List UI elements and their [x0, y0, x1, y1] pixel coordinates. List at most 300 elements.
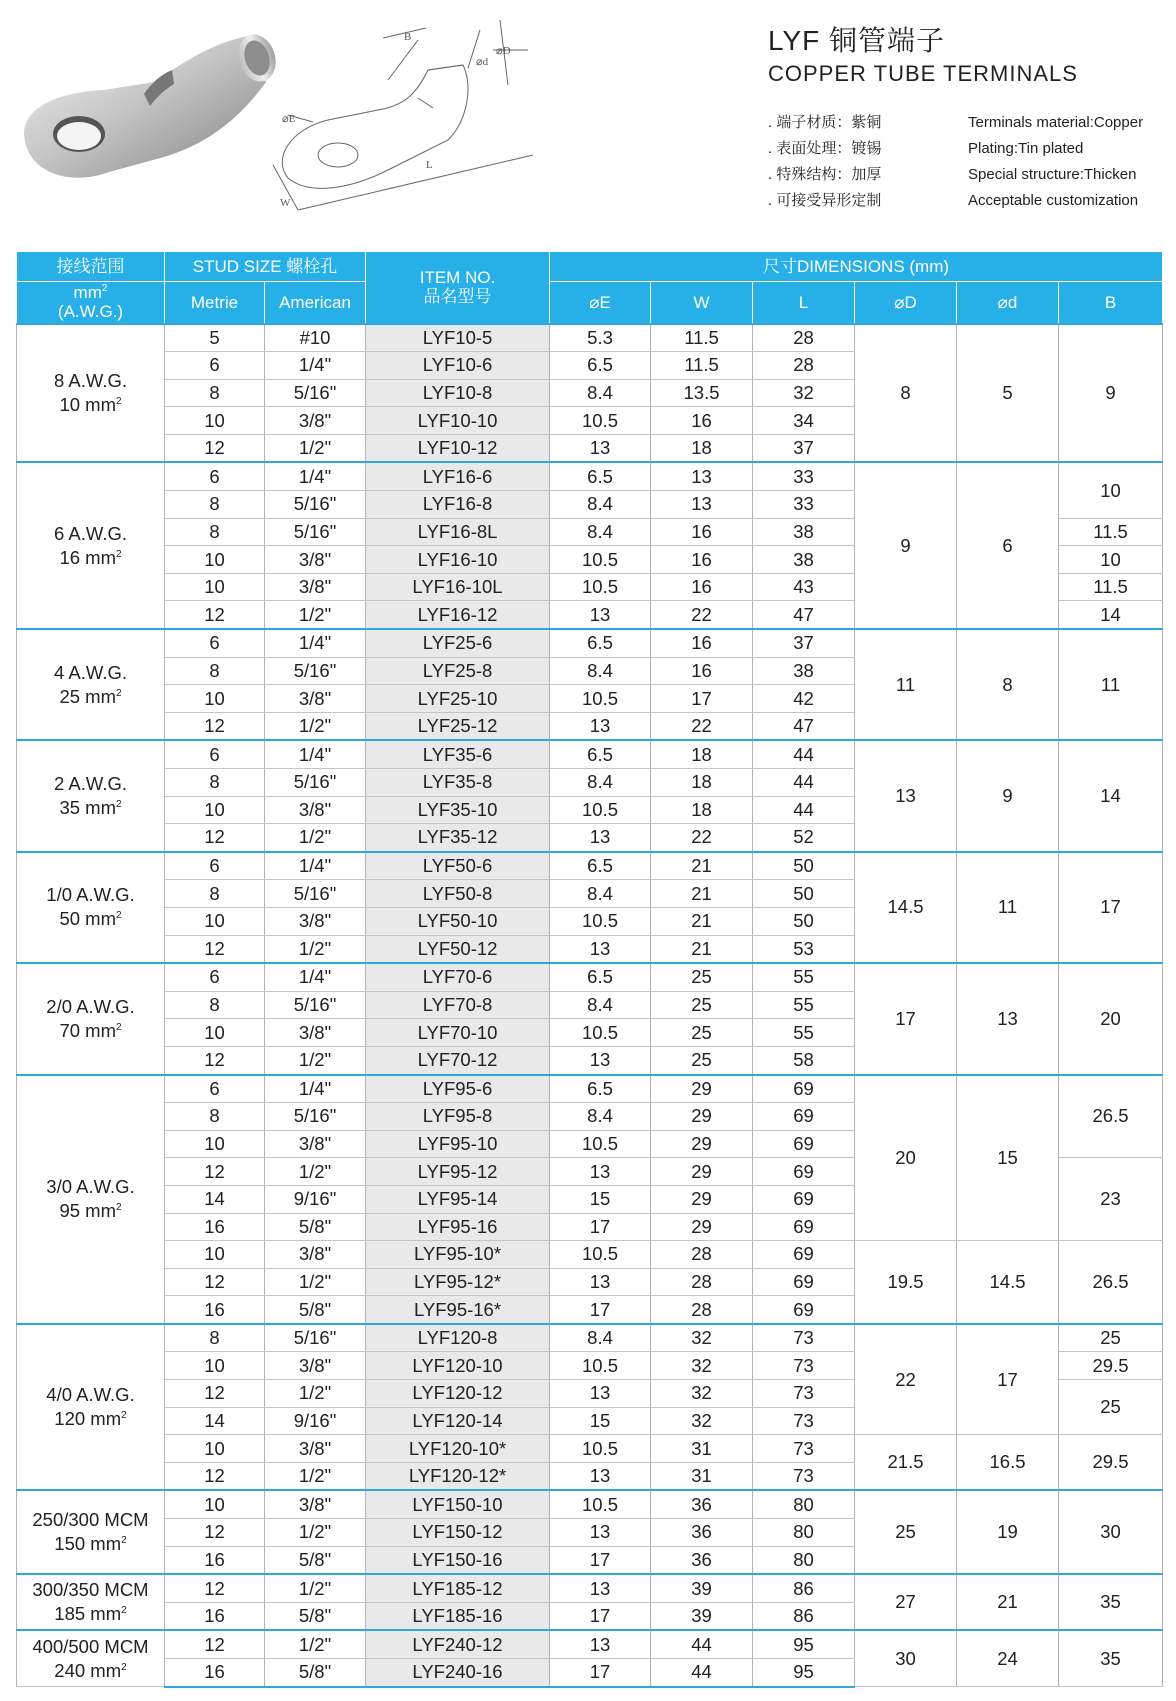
e-cell: 8.4 [550, 991, 651, 1019]
metric-cell: 6 [165, 740, 265, 768]
w-cell: 39 [651, 1602, 753, 1630]
e-cell: 10.5 [550, 1435, 651, 1463]
e-cell: 10.5 [550, 573, 651, 601]
B-cell: 11.5 [1059, 573, 1163, 601]
header-W: W [651, 282, 753, 324]
l-cell: 73 [753, 1352, 855, 1380]
american-cell: 1/2" [265, 712, 366, 740]
metric-cell: 16 [165, 1213, 265, 1241]
l-cell: 44 [753, 796, 855, 824]
metric-cell: 10 [165, 1130, 265, 1158]
item-cell: LYF50-6 [366, 852, 550, 880]
B-cell: 11 [1059, 629, 1163, 740]
D-cell: 17 [855, 963, 957, 1074]
l-cell: 47 [753, 712, 855, 740]
w-cell: 39 [651, 1574, 753, 1602]
l-cell: 55 [753, 963, 855, 991]
range-mm-sup: 2 [115, 395, 122, 407]
l-cell: 55 [753, 991, 855, 1019]
w-cell: 29 [651, 1213, 753, 1241]
range-cell [17, 1075, 165, 1324]
item-cell: LYF10-12 [366, 434, 550, 462]
D-cell: 22 [855, 1324, 957, 1435]
metric-cell: 10 [165, 907, 265, 935]
l-cell: 69 [753, 1296, 855, 1324]
item-cell: LYF185-12 [366, 1574, 550, 1602]
metric-cell: 10 [165, 796, 265, 824]
range-mm [17, 907, 164, 931]
B-cell: 25 [1059, 1380, 1163, 1435]
l-cell: 73 [753, 1435, 855, 1463]
table-row [17, 629, 1163, 657]
metric-cell: 10 [165, 573, 265, 601]
l-cell: 80 [753, 1519, 855, 1547]
l-cell: 50 [753, 852, 855, 880]
e-cell: 10.5 [550, 407, 651, 435]
range-awg: 8 A.W.G. [54, 369, 127, 391]
range-cell [17, 462, 165, 629]
metric-cell: 6 [165, 462, 265, 490]
D-cell: 19.5 [855, 1241, 957, 1324]
l-cell: 69 [753, 1075, 855, 1103]
header-metric: Metrie [165, 282, 265, 324]
e-cell: 13 [550, 935, 651, 963]
l-cell: 80 [753, 1546, 855, 1574]
range-awg: 250/300 MCM [32, 1509, 149, 1531]
american-cell: 5/16" [265, 491, 366, 519]
range-awg: 3/0 A.W.G. [46, 1176, 135, 1198]
american-cell: 9/16" [265, 1407, 366, 1435]
item-cell: LYF35-8 [366, 769, 550, 797]
item-cell: LYF95-16 [366, 1213, 550, 1241]
l-cell: 38 [753, 518, 855, 546]
w-cell: 28 [651, 1296, 753, 1324]
w-cell: 16 [651, 629, 753, 657]
l-cell: 69 [753, 1158, 855, 1186]
item-cell: LYF95-10* [366, 1241, 550, 1269]
american-cell: 1/2" [265, 1630, 366, 1658]
l-cell: 32 [753, 379, 855, 407]
B-cell: 23 [1059, 1158, 1163, 1241]
range-cell [17, 1324, 165, 1491]
header-B: B [1059, 282, 1163, 324]
item-cell: LYF25-8 [366, 657, 550, 685]
spec-row [768, 136, 1168, 162]
metric-cell: 12 [165, 1630, 265, 1658]
item-cell: LYF240-16 [366, 1659, 550, 1687]
american-cell: #10 [265, 324, 366, 352]
range-mm [17, 685, 164, 709]
range-awg: 4/0 A.W.G. [46, 1384, 135, 1406]
item-cell: LYF70-8 [366, 991, 550, 1019]
item-cell: LYF120-14 [366, 1407, 550, 1435]
title-block [768, 24, 1168, 214]
metric-cell: 10 [165, 1352, 265, 1380]
metric-cell: 12 [165, 824, 265, 852]
header-d: ⌀d [957, 282, 1059, 324]
item-cell: LYF16-10L [366, 573, 550, 601]
item-cell: LYF150-12 [366, 1519, 550, 1547]
range-cell [17, 852, 165, 963]
spec-cn: . 特殊结构：加厚 [768, 166, 882, 183]
table-row [17, 1324, 1163, 1352]
american-cell: 1/2" [265, 1380, 366, 1408]
item-cell: LYF16-8 [366, 491, 550, 519]
american-cell: 5/16" [265, 769, 366, 797]
metric-cell: 8 [165, 518, 265, 546]
metric-cell: 8 [165, 880, 265, 908]
D-cell: 27 [855, 1574, 957, 1630]
american-cell: 5/8" [265, 1546, 366, 1574]
e-cell: 8.4 [550, 491, 651, 519]
drawing-label-E: ⌀E [282, 113, 296, 125]
item-cell: LYF25-6 [366, 629, 550, 657]
american-cell: 1/2" [265, 601, 366, 629]
american-cell: 1/2" [265, 1268, 366, 1296]
american-cell: 3/8" [265, 546, 366, 574]
american-cell: 1/2" [265, 824, 366, 852]
l-cell: 28 [753, 352, 855, 380]
e-cell: 8.4 [550, 657, 651, 685]
metric-cell: 12 [165, 434, 265, 462]
header-range-unit-sup: 2 [101, 283, 108, 295]
american-cell: 5/16" [265, 991, 366, 1019]
e-cell: 6.5 [550, 352, 651, 380]
metric-cell: 5 [165, 324, 265, 352]
item-cell: LYF10-5 [366, 324, 550, 352]
d-cell: 5 [957, 324, 1059, 463]
w-cell: 16 [651, 657, 753, 685]
w-cell: 29 [651, 1185, 753, 1213]
item-cell: LYF120-10* [366, 1435, 550, 1463]
range-mm-value: 25 mm [59, 685, 116, 707]
table-row [17, 1075, 1163, 1103]
D-cell: 8 [855, 324, 957, 463]
d-cell: 11 [957, 852, 1059, 963]
e-cell: 13 [550, 1574, 651, 1602]
d-cell: 24 [957, 1630, 1059, 1686]
item-cell: LYF185-16 [366, 1602, 550, 1630]
metric-cell: 8 [165, 769, 265, 797]
l-cell: 73 [753, 1462, 855, 1490]
B-cell: 11.5 [1059, 518, 1163, 546]
range-awg: 4 A.W.G. [54, 661, 127, 683]
range-mm-value: 185 mm [54, 1603, 122, 1625]
table-group [17, 1490, 1163, 1574]
d-cell: 14.5 [957, 1241, 1059, 1324]
range-mm-value: 10 mm [59, 393, 116, 415]
american-cell: 1/4" [265, 352, 366, 380]
table-row [17, 1630, 1163, 1658]
american-cell: 1/2" [265, 1158, 366, 1186]
e-cell: 8.4 [550, 1103, 651, 1131]
metric-cell: 10 [165, 407, 265, 435]
american-cell: 1/2" [265, 1462, 366, 1490]
e-cell: 10.5 [550, 907, 651, 935]
item-cell: LYF25-12 [366, 712, 550, 740]
header-item-cn: 品名型号 [423, 287, 492, 307]
metric-cell: 8 [165, 1103, 265, 1131]
e-cell: 13 [550, 1630, 651, 1658]
d-cell: 16.5 [957, 1435, 1059, 1491]
w-cell: 16 [651, 573, 753, 601]
range-cell [17, 963, 165, 1074]
table-group [17, 852, 1163, 963]
l-cell: 73 [753, 1407, 855, 1435]
item-cell: LYF16-12 [366, 601, 550, 629]
item-cell: LYF95-14 [366, 1185, 550, 1213]
B-cell: 10 [1059, 462, 1163, 518]
e-cell: 13 [550, 434, 651, 462]
range-mm-sup: 2 [121, 1605, 127, 1617]
item-cell: LYF120-12* [366, 1462, 550, 1490]
spec-row [768, 162, 1168, 188]
american-cell: 5/16" [265, 657, 366, 685]
w-cell: 16 [651, 407, 753, 435]
spec-cn: . 端子材质：紫铜 [768, 114, 882, 131]
drawing-label-L: L [426, 159, 433, 171]
l-cell: 69 [753, 1130, 855, 1158]
range-awg: 2/0 A.W.G. [46, 995, 135, 1017]
e-cell: 17 [550, 1659, 651, 1687]
l-cell: 33 [753, 462, 855, 490]
table-group [17, 324, 1163, 463]
e-cell: 8.4 [550, 1324, 651, 1352]
w-cell: 36 [651, 1519, 753, 1547]
item-cell: LYF35-10 [366, 796, 550, 824]
metric-cell: 8 [165, 1324, 265, 1352]
header-dimensions: 尺寸DIMENSIONS (mm) [550, 252, 1163, 282]
item-cell: LYF35-12 [366, 824, 550, 852]
d-cell: 19 [957, 1490, 1059, 1574]
w-cell: 11.5 [651, 324, 753, 352]
w-cell: 31 [651, 1462, 753, 1490]
w-cell: 16 [651, 546, 753, 574]
item-cell: LYF70-6 [366, 963, 550, 991]
range-mm-sup: 2 [115, 799, 122, 811]
header-item-no [366, 252, 550, 324]
e-cell: 13 [550, 824, 651, 852]
spec-en: Terminals material:Copper [968, 114, 1144, 131]
table-row [17, 462, 1163, 490]
metric-cell: 12 [165, 1268, 265, 1296]
american-cell: 3/8" [265, 1490, 366, 1518]
american-cell: 5/16" [265, 518, 366, 546]
item-cell: LYF95-6 [366, 1075, 550, 1103]
l-cell: 42 [753, 685, 855, 713]
item-cell: LYF10-6 [366, 352, 550, 380]
metric-cell: 14 [165, 1185, 265, 1213]
w-cell: 13 [651, 491, 753, 519]
range-mm-sup: 2 [121, 1410, 127, 1422]
range-mm [17, 393, 164, 417]
range-mm [17, 1019, 164, 1043]
table-row [17, 1241, 1163, 1269]
american-cell: 1/4" [265, 1075, 366, 1103]
range-awg: 2 A.W.G. [54, 773, 127, 795]
item-cell: LYF120-12 [366, 1380, 550, 1408]
range-mm-sup: 2 [115, 1202, 122, 1214]
terminal-spec-table [16, 251, 1163, 1688]
item-cell: LYF50-8 [366, 880, 550, 908]
american-cell: 1/2" [265, 1574, 366, 1602]
D-cell: 21.5 [855, 1435, 957, 1491]
D-cell: 9 [855, 462, 957, 629]
range-mm-sup: 2 [115, 910, 122, 922]
range-mm [17, 1532, 164, 1556]
e-cell: 10.5 [550, 1352, 651, 1380]
item-cell: LYF95-8 [366, 1103, 550, 1131]
D-cell: 25 [855, 1490, 957, 1574]
l-cell: 34 [753, 407, 855, 435]
metric-cell: 6 [165, 629, 265, 657]
e-cell: 6.5 [550, 1075, 651, 1103]
B-cell: 10 [1059, 546, 1163, 574]
range-mm [17, 1602, 164, 1626]
american-cell: 5/16" [265, 379, 366, 407]
l-cell: 95 [753, 1659, 855, 1687]
range-mm [17, 796, 164, 820]
e-cell: 8.4 [550, 769, 651, 797]
table-row [17, 963, 1163, 991]
american-cell: 3/8" [265, 796, 366, 824]
item-cell: LYF150-16 [366, 1546, 550, 1574]
d-cell: 21 [957, 1574, 1059, 1630]
table-row [17, 1490, 1163, 1518]
w-cell: 18 [651, 740, 753, 768]
item-cell: LYF16-6 [366, 462, 550, 490]
item-cell: LYF16-10 [366, 546, 550, 574]
w-cell: 25 [651, 1046, 753, 1074]
w-cell: 29 [651, 1103, 753, 1131]
range-mm-value: 120 mm [54, 1408, 122, 1430]
american-cell: 1/2" [265, 935, 366, 963]
item-cell: LYF25-10 [366, 685, 550, 713]
header-range-awg: (A.W.G.) [57, 302, 124, 322]
e-cell: 13 [550, 1268, 651, 1296]
range-mm-value: 35 mm [59, 797, 116, 819]
range-cell [17, 1574, 165, 1630]
l-cell: 50 [753, 880, 855, 908]
table-row [17, 324, 1163, 352]
american-cell: 3/8" [265, 907, 366, 935]
w-cell: 16 [651, 518, 753, 546]
l-cell: 86 [753, 1602, 855, 1630]
item-cell: LYF70-10 [366, 1019, 550, 1047]
l-cell: 44 [753, 740, 855, 768]
drawing-label-W: W [280, 197, 291, 209]
spec-en: Special structure:Thicken [968, 166, 1137, 183]
header-item-en: ITEM NO. [419, 268, 496, 288]
spec-en: Plating:Tin plated [968, 140, 1084, 157]
metric-cell: 6 [165, 963, 265, 991]
l-cell: 38 [753, 546, 855, 574]
B-cell: 14 [1059, 740, 1163, 851]
range-cell [17, 1490, 165, 1574]
range-awg: 400/500 MCM [32, 1635, 149, 1657]
table-row [17, 852, 1163, 880]
w-cell: 22 [651, 601, 753, 629]
e-cell: 17 [550, 1546, 651, 1574]
range-mm-sup: 2 [115, 1021, 122, 1033]
w-cell: 13.5 [651, 379, 753, 407]
american-cell: 9/16" [265, 1185, 366, 1213]
metric-cell: 10 [165, 685, 265, 713]
d-cell: 9 [957, 740, 1059, 851]
B-cell: 30 [1059, 1490, 1163, 1574]
table-group [17, 1324, 1163, 1491]
l-cell: 55 [753, 1019, 855, 1047]
l-cell: 33 [753, 491, 855, 519]
l-cell: 43 [753, 573, 855, 601]
e-cell: 10.5 [550, 1241, 651, 1269]
l-cell: 38 [753, 657, 855, 685]
l-cell: 47 [753, 601, 855, 629]
B-cell: 20 [1059, 963, 1163, 1074]
e-cell: 5.3 [550, 324, 651, 352]
item-cell: LYF120-10 [366, 1352, 550, 1380]
table-group [17, 1574, 1163, 1630]
american-cell: 3/8" [265, 1352, 366, 1380]
range-awg: 6 A.W.G. [54, 522, 127, 544]
table-row [17, 1435, 1163, 1463]
w-cell: 18 [651, 434, 753, 462]
e-cell: 8.4 [550, 379, 651, 407]
range-mm [17, 1407, 164, 1431]
item-cell: LYF150-10 [366, 1490, 550, 1518]
w-cell: 36 [651, 1546, 753, 1574]
header-range-units [17, 282, 165, 324]
l-cell: 69 [753, 1268, 855, 1296]
table-group [17, 462, 1163, 629]
american-cell: 3/8" [265, 1130, 366, 1158]
e-cell: 15 [550, 1407, 651, 1435]
e-cell: 13 [550, 1519, 651, 1547]
e-cell: 8.4 [550, 880, 651, 908]
d-cell: 17 [957, 1324, 1059, 1435]
metric-cell: 6 [165, 352, 265, 380]
american-cell: 5/8" [265, 1659, 366, 1687]
metric-cell: 8 [165, 991, 265, 1019]
page-title-en: COPPER TUBE TERMINALS [768, 61, 1078, 86]
l-cell: 80 [753, 1490, 855, 1518]
item-cell: LYF10-10 [366, 407, 550, 435]
metric-cell: 12 [165, 1519, 265, 1547]
range-mm-sup: 2 [121, 1661, 127, 1673]
american-cell: 3/8" [265, 573, 366, 601]
w-cell: 18 [651, 796, 753, 824]
e-cell: 10.5 [550, 1019, 651, 1047]
header-american: American [265, 282, 366, 324]
table-group [17, 1630, 1163, 1686]
e-cell: 6.5 [550, 852, 651, 880]
e-cell: 17 [550, 1602, 651, 1630]
range-cell [17, 1630, 165, 1686]
range-mm-sup: 2 [115, 548, 122, 560]
e-cell: 17 [550, 1213, 651, 1241]
metric-cell: 16 [165, 1296, 265, 1324]
item-cell: LYF16-8L [366, 518, 550, 546]
item-cell: LYF70-12 [366, 1046, 550, 1074]
B-cell: 14 [1059, 601, 1163, 629]
e-cell: 13 [550, 1462, 651, 1490]
table-group [17, 963, 1163, 1074]
table-group [17, 629, 1163, 740]
w-cell: 17 [651, 685, 753, 713]
metric-cell: 12 [165, 935, 265, 963]
item-cell: LYF95-16* [366, 1296, 550, 1324]
range-cell [17, 324, 165, 463]
